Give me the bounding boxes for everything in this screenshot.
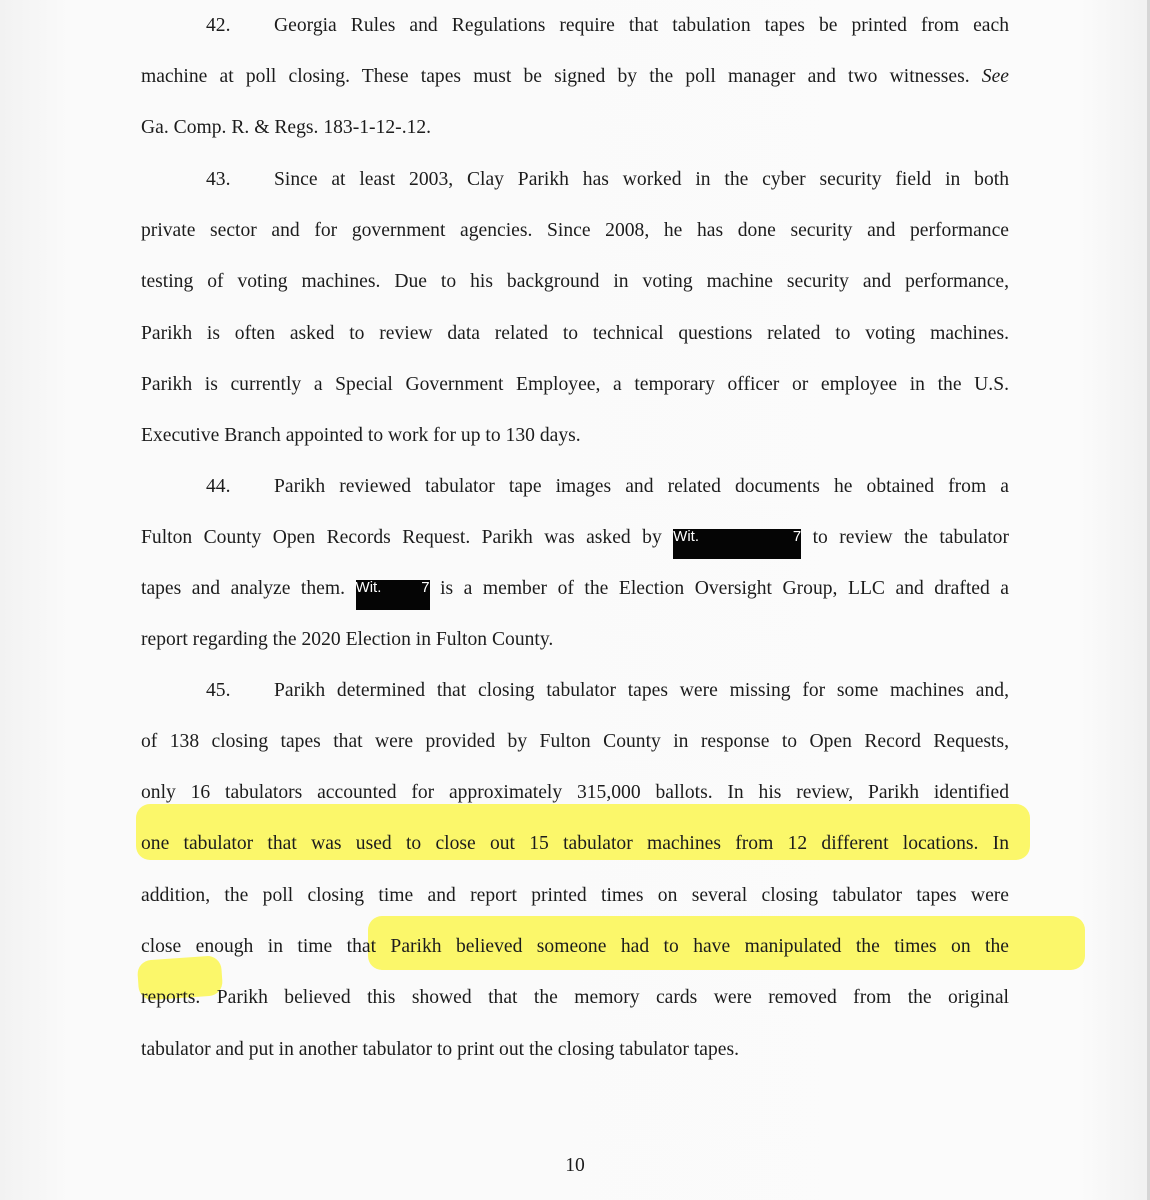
paragraph-43-line-2: private sector and for government agencies. Since 2008, he has done security and performance xyxy=(141,220,1009,241)
paragraph-43-line-3: testing of voting machines. Due to his background in voting machine security and performance, xyxy=(141,271,1009,292)
paragraph-45-line-3: only 16 tabulators accounted for approximately 315,000 ballots. In his review, Parikh identified xyxy=(141,782,1009,803)
page-number: 10 xyxy=(565,1155,585,1176)
paragraph-43-line-1: 43. Since at least 2003, Clay Parikh has worked in the cyber security field in both xyxy=(141,168,1009,192)
paragraph-number: 44. xyxy=(206,476,231,497)
paragraph-43-line-5: Parikh is currently a Special Government Employee, a temporary officer or employee in the U.S. xyxy=(141,374,1009,395)
paragraph-44-line-1: 44. Parikh reviewed tabulator tape images and related documents he obtained from a xyxy=(141,475,1009,499)
paragraph-number: 42. xyxy=(206,15,231,36)
paragraph-45-line-2: of 138 closing tapes that were provided by Fulton County in response to Open Record Requests, xyxy=(141,731,1009,752)
paragraph-45-line-1: 45. Parikh determined that closing tabulator tapes were missing for some machines and, xyxy=(141,679,1009,703)
paragraph-45-line-4: one tabulator that was used to close out 15 tabulator machines from 12 different locations. In xyxy=(141,833,1009,854)
paragraph-45-line-6: close enough in time that Parikh believed someone had to have manipulated the times on the xyxy=(141,936,1009,957)
paragraph-44-line-2: Fulton County Open Records Request. Parikh was asked by Wit. 7 to review the tabulator xyxy=(141,526,1009,559)
paragraph-number: 45. xyxy=(206,680,231,701)
citation-signal: See xyxy=(981,66,1009,87)
paragraph-42-line-2: machine at poll closing. These tapes must be signed by the poll manager and two witnesses. See xyxy=(141,66,1009,87)
paragraph-45-line-7: reports. Parikh believed this showed that the memory cards were removed from the original xyxy=(141,987,1009,1008)
paragraph-44-line-4: report regarding the 2020 Election in Fulton County. xyxy=(141,629,554,650)
paragraph-43-line-4: Parikh is often asked to review data related to technical questions related to voting machines. xyxy=(141,323,1009,344)
redaction-box: Wit. 7 xyxy=(673,529,801,559)
paragraph-number: 43. xyxy=(206,169,231,190)
redaction-box: Wit. 7 xyxy=(356,580,430,610)
paragraph-45-line-5: addition, the poll closing time and report printed times on several closing tabulator tapes were xyxy=(141,885,1009,906)
paragraph-42-line-3: Ga. Comp. R. & Regs. 183-1-12-.12. xyxy=(141,117,432,138)
paragraph-42-line-1: 42. Georgia Rules and Regulations require that tabulation tapes be printed from each xyxy=(141,14,1009,38)
paragraph-43-line-6: Executive Branch appointed to work for up to 130 days. xyxy=(141,425,581,446)
paragraph-44-line-3: tapes and analyze them. Wit. 7 is a member of the Election Oversight Group, LLC and drafted a xyxy=(141,577,1009,610)
paragraph-45-line-8: tabulator and put in another tabulator to print out the closing tabulator tapes. xyxy=(141,1039,740,1060)
